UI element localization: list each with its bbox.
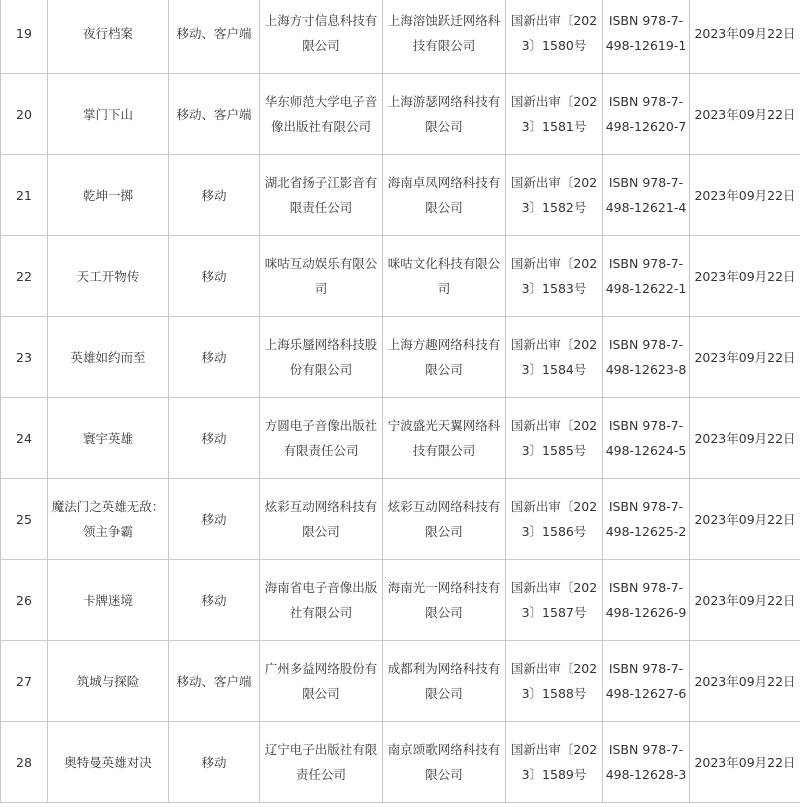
platform-cell: 移动: [169, 722, 260, 803]
row-number-cell: 24: [1, 398, 48, 479]
operator-cell: 上海方趣网络科技有限公司: [383, 317, 506, 398]
game-name-cell: 掌门下山: [48, 74, 169, 155]
row-number-cell: 20: [1, 74, 48, 155]
publisher-cell: 咪咕互动娱乐有限公司: [260, 236, 383, 317]
publisher-cell: 湖北省扬子江影音有限责任公司: [260, 155, 383, 236]
approval-number-cell: 国新出审〔2023〕1581号: [506, 74, 603, 155]
isbn-cell: ISBN 978-7-498-12624-5: [603, 398, 690, 479]
operator-cell: 宁波盛光天翼网络科技有限公司: [383, 398, 506, 479]
publisher-cell: 方圆电子音像出版社有限责任公司: [260, 398, 383, 479]
row-number-cell: 23: [1, 317, 48, 398]
table-row: [1, 560, 800, 641]
table-body: [1, 0, 800, 803]
platform-cell: 移动: [169, 479, 260, 560]
publisher-cell: 华东师范大学电子音像出版社有限公司: [260, 74, 383, 155]
isbn-cell: ISBN 978-7-498-12621-4: [603, 155, 690, 236]
approval-date-cell: 2023年09月22日: [690, 0, 800, 74]
approval-date-cell: 2023年09月22日: [690, 560, 800, 641]
table-row: [1, 398, 800, 479]
game-name-cell: 寰宇英雄: [48, 398, 169, 479]
operator-cell: 咪咕文化科技有限公司: [383, 236, 506, 317]
row-number-cell: 27: [1, 641, 48, 722]
operator-cell: 成都利为网络科技有限公司: [383, 641, 506, 722]
platform-cell: 移动: [169, 155, 260, 236]
approval-date-cell: 2023年09月22日: [690, 641, 800, 722]
table-row: [1, 722, 800, 803]
publisher-cell: 海南省电子音像出版社有限公司: [260, 560, 383, 641]
isbn-cell: ISBN 978-7-498-12619-1: [603, 0, 690, 74]
isbn-cell: ISBN 978-7-498-12625-2: [603, 479, 690, 560]
table-row: [1, 479, 800, 560]
platform-cell: 移动、客户端: [169, 74, 260, 155]
approval-date-cell: 2023年09月22日: [690, 722, 800, 803]
row-number-cell: 26: [1, 560, 48, 641]
row-number-cell: 25: [1, 479, 48, 560]
operator-cell: 炫彩互动网络科技有限公司: [383, 479, 506, 560]
game-name-cell: 奥特曼英雄对决: [48, 722, 169, 803]
approval-number-cell: 国新出审〔2023〕1582号: [506, 155, 603, 236]
approval-date-cell: 2023年09月22日: [690, 479, 800, 560]
isbn-cell: ISBN 978-7-498-12623-8: [603, 317, 690, 398]
isbn-cell: ISBN 978-7-498-12627-6: [603, 641, 690, 722]
isbn-cell: ISBN 978-7-498-12626-9: [603, 560, 690, 641]
table-row: [1, 641, 800, 722]
isbn-cell: ISBN 978-7-498-12628-3: [603, 722, 690, 803]
operator-cell: 上海游瑟网络科技有限公司: [383, 74, 506, 155]
table-row: [1, 74, 800, 155]
isbn-cell: ISBN 978-7-498-12620-7: [603, 74, 690, 155]
row-number-cell: 19: [1, 0, 48, 74]
isbn-cell: ISBN 978-7-498-12622-1: [603, 236, 690, 317]
approval-date-cell: 2023年09月22日: [690, 155, 800, 236]
approval-number-cell: 国新出审〔2023〕1588号: [506, 641, 603, 722]
game-name-cell: 卡牌迷境: [48, 560, 169, 641]
platform-cell: 移动: [169, 560, 260, 641]
platform-cell: 移动: [169, 317, 260, 398]
game-name-cell: 筑城与探险: [48, 641, 169, 722]
approval-number-cell: 国新出审〔2023〕1585号: [506, 398, 603, 479]
publisher-cell: 炫彩互动网络科技有限公司: [260, 479, 383, 560]
approval-number-cell: 国新出审〔2023〕1586号: [506, 479, 603, 560]
game-name-cell: 夜行档案: [48, 0, 169, 74]
platform-cell: 移动、客户端: [169, 641, 260, 722]
table-row: [1, 236, 800, 317]
game-name-cell: 英雄如约而至: [48, 317, 169, 398]
platform-cell: 移动: [169, 398, 260, 479]
game-name-cell: 乾坤一掷: [48, 155, 169, 236]
row-number-cell: 28: [1, 722, 48, 803]
approval-date-cell: 2023年09月22日: [690, 236, 800, 317]
approval-date-cell: 2023年09月22日: [690, 74, 800, 155]
publisher-cell: 上海乐蜃网络科技股份有限公司: [260, 317, 383, 398]
approval-number-cell: 国新出审〔2023〕1583号: [506, 236, 603, 317]
approval-number-cell: 国新出审〔2023〕1587号: [506, 560, 603, 641]
operator-cell: 海南光一网络科技有限公司: [383, 560, 506, 641]
operator-cell: 南京颂歌网络科技有限公司: [383, 722, 506, 803]
approval-number-cell: 国新出审〔2023〕1589号: [506, 722, 603, 803]
operator-cell: 上海溶蚀跃迁网络科技有限公司: [383, 0, 506, 74]
game-name-cell: 天工开物传: [48, 236, 169, 317]
approval-date-cell: 2023年09月22日: [690, 317, 800, 398]
publisher-cell: 上海方寸信息科技有限公司: [260, 0, 383, 74]
game-name-cell: 魔法门之英雄无敌：领主争霸: [48, 479, 169, 560]
approval-number-cell: 国新出审〔2023〕1584号: [506, 317, 603, 398]
publisher-cell: 辽宁电子出版社有限责任公司: [260, 722, 383, 803]
table-row: [1, 0, 800, 74]
table-row: [1, 317, 800, 398]
operator-cell: 海南卓凤网络科技有限公司: [383, 155, 506, 236]
platform-cell: 移动: [169, 236, 260, 317]
table-row: [1, 155, 800, 236]
approval-number-cell: 国新出审〔2023〕1580号: [506, 0, 603, 74]
publisher-cell: 广州多益网络股份有限公司: [260, 641, 383, 722]
row-number-cell: 21: [1, 155, 48, 236]
row-number-cell: 22: [1, 236, 48, 317]
platform-cell: 移动、客户端: [169, 0, 260, 74]
approval-date-cell: 2023年09月22日: [690, 398, 800, 479]
